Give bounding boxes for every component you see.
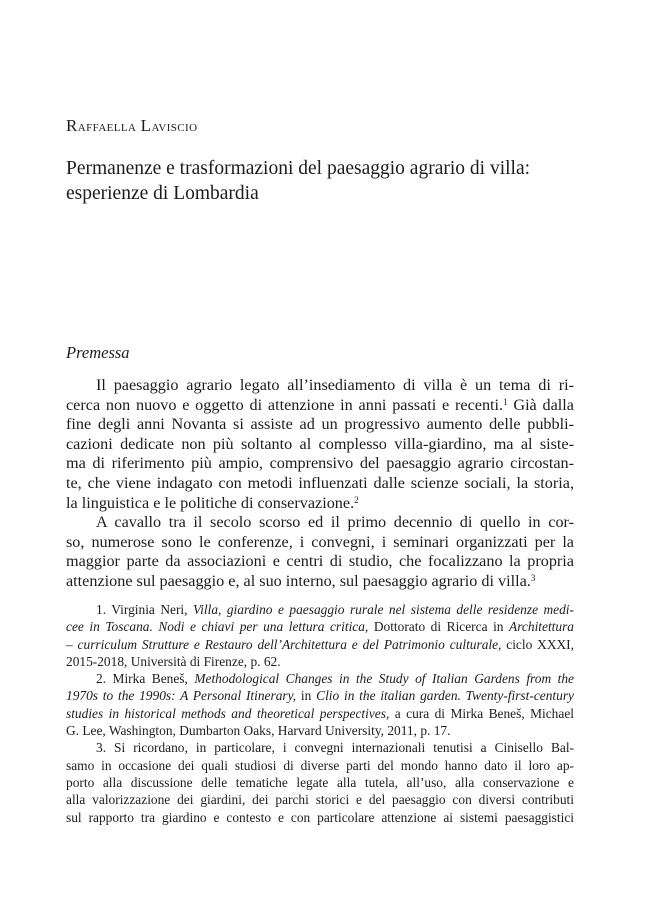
author-last-initial: L xyxy=(140,116,152,135)
body-line: maggior parte da associazioni e centri di studio, che focalizzano la propria xyxy=(66,552,574,571)
author-last-rest: aviscio xyxy=(151,118,198,135)
footnote-line: – curriculum Strutture e Restauro dell’Architettura e del Patrimonio culturale, ciclo XXXI, xyxy=(66,636,574,652)
body-line: te, che viene indagato con metodi influenzati dalle scienze sociali, la storia, xyxy=(66,473,574,492)
chapter-title-line: esperienze di Lombardia xyxy=(66,183,259,204)
body-text xyxy=(66,376,574,592)
author-first-initial: R xyxy=(66,116,78,135)
body-line: ma di riferimento più ampio, comprensivo del paesaggio agrario circostan- xyxy=(66,454,574,473)
footnote-line: studies in historical methods and theoretical perspectives, a cura di Mirka Beneš, Michael xyxy=(66,705,574,721)
footnote-line: 1. Virginia Neri, Villa, giardino e paesaggio rurale nel sistema delle residenze medi- xyxy=(96,602,574,617)
footnote-line: 1970s to the 1990s: A Personal Itinerary, in Clio in the italian garden. Twenty-first-century xyxy=(66,688,574,704)
body-line: cazioni dedicate non più soltanto al complesso villa-giardino, ma al siste- xyxy=(66,434,574,453)
body-line: so, numerose sono le conferenze, i convegni, i seminari organizzati per la xyxy=(66,532,574,551)
footnote-ref: 3 xyxy=(530,572,536,583)
section-heading: Premessa xyxy=(66,343,130,362)
footnote-line: 2. Mirka Beneš, Methodological Changes in the Study of Italian Gardens from the xyxy=(96,671,574,687)
chapter-title-line: Permanenze e trasformazioni del paesaggio agrario di villa: xyxy=(66,158,531,179)
author-first-rest: affaella xyxy=(77,118,137,135)
body-line: cerca non nuovo e oggetto di attenzione in anni passati e recenti.$^1$ Già dalla xyxy=(66,395,574,414)
chapter-title xyxy=(66,156,586,206)
footnote-line: samo in occasione dei quali studiosi di diverse parti del mondo hanno dato il loro ap- xyxy=(66,757,574,773)
body-line: fine degli anni Novanta si assiste ad un progressivo aumento delle pubbli- xyxy=(66,415,574,434)
body-line: Il paesaggio agrario legato all’insediamento di villa è un tema di ri- xyxy=(96,376,574,394)
body-line: attenzione sul paesaggio e, al suo interno, sul paesaggio agrario di villa.$^3$ xyxy=(66,571,536,590)
footnotes xyxy=(66,601,574,826)
footnote-ref: 1 xyxy=(503,396,508,407)
body-line: la linguistica e le politiche di conservazione.$^2$ xyxy=(66,493,359,512)
footnote-line: sul rapporto tra giardino e contesto e con particolare attenzione ai sistemi paesaggistici xyxy=(66,809,574,825)
body-line: A cavallo tra il secolo scorso ed il primo decennio di quello in cor- xyxy=(96,513,574,532)
footnote-line: 3. Si ricordano, in particolare, i convegni internazionali tenutisi a Cinisello Bal- xyxy=(96,740,574,756)
footnote-line: G. Lee, Washington, Dumbarton Oaks, Harvard University, 2011, p. 17. xyxy=(66,723,451,739)
footnote-line: 2015-2018, Università di Firenze, p. 62. xyxy=(66,653,281,669)
footnote-ref: 2 xyxy=(354,494,359,505)
footnote-line: cee in Toscana. Nodi e chiavi per una lettura critica, Dottorato di Ricerca in Architettura xyxy=(66,619,574,635)
footnote-line: porto alla discussione delle tematiche legate alla tutela, all’uso, alla conservazione e xyxy=(66,774,574,790)
author-name xyxy=(66,116,197,136)
footnote-line: alla valorizzazione dei giardini, dei parchi storici e del paesaggio con diversi contributi xyxy=(66,792,574,808)
